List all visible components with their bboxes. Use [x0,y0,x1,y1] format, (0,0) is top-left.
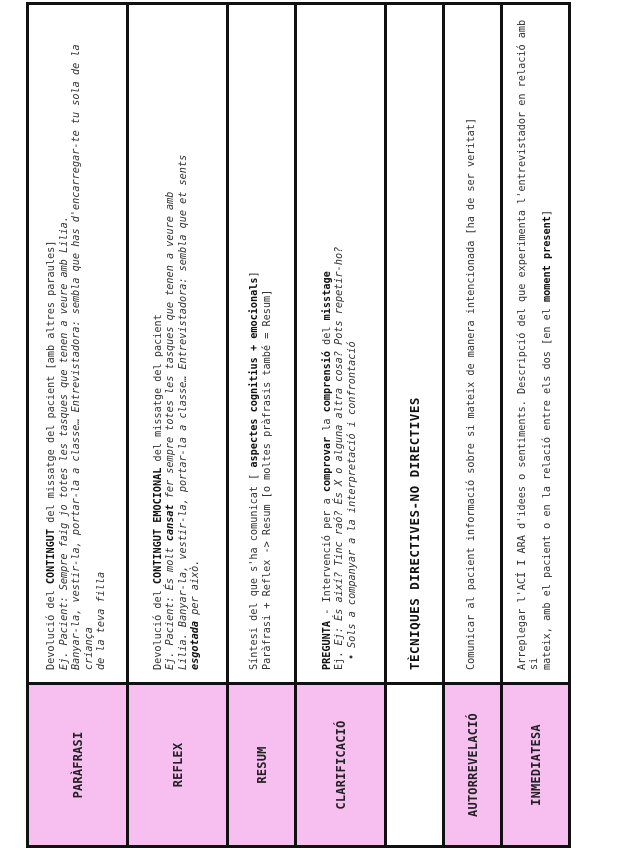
table-row [128,4,228,847]
row-content [228,4,296,684]
table-row [28,4,128,847]
text-segment: mateix, amb el pacient o en la relació entre els dos [en el [541,301,553,670]
row-content [502,4,570,684]
rotated-notes-table [26,0,572,848]
row-label [296,684,386,847]
italic-text: de la teva filla [96,571,108,670]
text-segment: - Intervenció per a [321,492,333,621]
content-line [71,17,96,670]
section-heading: TÈCNIQUES DIRECTIVES-NO DIRECTIVES [386,4,444,684]
text-segment: Comunicar al pacient informació sobre si mateix de manera intencionada [ha de ser veritat] [466,117,478,670]
content-line [347,17,360,670]
content-line [334,17,347,670]
italic-text: per això. [190,559,201,621]
row-label-text: CLARIFICACIÓ [333,720,348,810]
text-segment: del missatge del pacient [152,314,164,468]
row-label [28,684,128,847]
notes-table [26,2,571,848]
italic-text: Ej. Pacient: Sempre faig jo totes les tasques que tenen a veure amb Lilia. [58,216,70,670]
text-segment: ] [249,271,260,278]
text-segment: Síntesi del que s'ha comunicat [ [249,467,260,670]
row-label [502,684,570,847]
emphasis-bold: misstage [321,271,333,321]
table-row [444,4,502,847]
row-label-text: REFLEX [170,742,185,788]
emphasis-bold: CONTINGUT EMOCIONAL [152,467,164,585]
row-content [296,4,386,684]
content-line [46,17,59,670]
text-segment: ] [541,209,553,217]
italic-text: Ej. Pacient: És molt [165,541,176,670]
content-line [96,17,109,670]
row-label-text: RESUM [254,746,269,784]
row-label-text: PARÀFRASI [70,731,85,799]
row-label-text: INMEDIATESA [528,724,543,806]
emphasis-bold: aspectes cognitius + emocionals [249,277,260,468]
content-line [153,17,166,670]
content-line [262,17,275,670]
emphasis-bold: comprovar [321,436,333,493]
italic-text: Ej: És així? Tinc raó? És X o alguna altra cosa? Pots repetir-ho? [334,246,346,646]
text-segment: del [321,320,333,352]
emphasis-bold: PREGUNTA [321,620,333,670]
row-label [128,684,228,847]
text-segment: la [321,412,333,437]
text-segment: Devolució del [46,584,58,670]
bullet-icon: • [346,653,358,660]
emphasis-bold: comprensió [321,351,333,413]
row-label [386,684,444,847]
row-content [128,4,228,684]
content-line [517,17,542,670]
content-line [190,17,203,670]
table-row [296,4,386,847]
text-segment: Devolució del [152,584,164,670]
italic-text: Sols a companyar a la interpretació i confrontació [346,341,358,648]
content-line [322,17,335,670]
row-label [228,684,296,847]
table-row [228,4,296,847]
row-content [444,4,502,684]
emphasis-bold: moment present [541,216,553,302]
text-segment: Arreplegar l'ACÍ I ARA d'idees o sentiments. Descripció del que experimenta l'entrevistador en relació amb si [516,19,541,670]
content-line [542,17,555,670]
emphasis-bold-italic: cansat [165,504,176,542]
emphasis-bold-italic: esgotada [190,620,201,670]
table-row [502,4,570,847]
emphasis-bold: CONTINGUT [46,528,58,585]
text-segment: Paràfrasi + Reflex -> Resum [o moltes pràfrasis també = Resum] [261,289,273,670]
content-line [178,17,191,670]
content-line [249,17,262,670]
text-segment: Ej. [334,645,346,670]
notes-table-body [28,4,570,847]
italic-text: Lilia. Banyar-la, vestir-la, portar-la a classe… Entrevistadora: sembla que et sents [177,154,189,670]
text-segment: del missatge del pacient [amb altres paraules] [46,240,58,529]
table-row [386,4,444,847]
content-line [165,17,178,670]
row-label [444,684,502,847]
row-content [28,4,128,684]
content-line [59,17,72,670]
italic-text: Banyar-la, vestir-la, portar-la a classe… Entrevistadora: sembla que has d'encarregar-te tu sola de la criança [71,44,95,670]
italic-text: fer sempre totes les tasques que tenen a veure amb [165,191,176,505]
content-line [466,17,479,670]
row-label-text: AUTORREVELACIÓ [465,713,480,817]
